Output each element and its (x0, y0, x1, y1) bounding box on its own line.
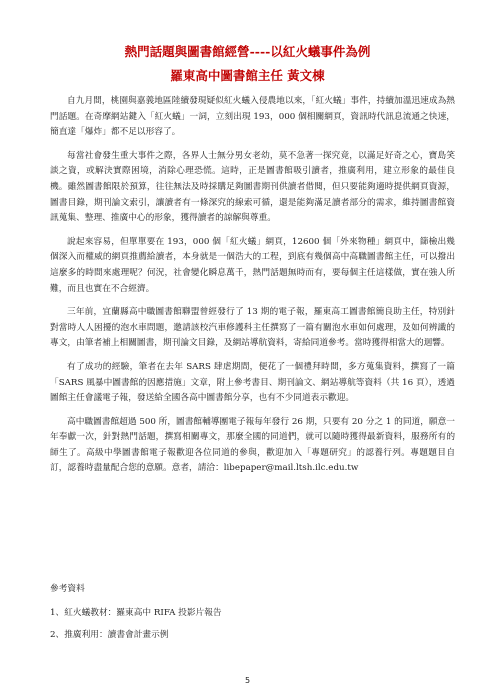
references-section (50, 582, 455, 650)
article-body (50, 94, 455, 485)
paragraph: 說起來容易，但單單要在 193，000 個「紅火蟻」網頁，12600 個「外來物種」網頁中，篩檢出幾個深入而權威的網頁推薦給讀者，本身就是一個浩大的工程，到底有幾個高中高職圖書館主任，可以撥出這麼多的時間來處理呢？何況，社會變化瞬息萬千，熱門話題無時而有，要每個主任這樣做，實在強人所難，而且也實在不合經濟。 (50, 236, 455, 294)
page-number: 5 (244, 676, 251, 685)
document-title: 熱門話題與圖書館經營----以紅火蟻事件為例 (124, 44, 371, 59)
paragraph: 自九月間，桃園與嘉義地區陸續發現疑似紅火蟻入侵農地以來，「紅火蟻」事件，持續加溫迅速成為熱門話題。在奇摩網站鍵入「紅火蟻」一詞，立刻出現 193，000 個相關網頁，資訊時代訊息流通之快速，簡直達「爆炸」都不足以形容了。 (50, 96, 455, 138)
paragraph: 每當社會發生重大事件之際，各界人士無分男女老幼，莫不急著一探究竟，以滿足好奇之心，寶島笑談之資，或解決實際困境，消除心理恐慌。這時，正是圖書館吸引讀者，推廣利用，建立形象的最佳良機。雖然圖書館限於預算，往往無法及時採購足夠圖書期刊供讀者借閱，但只要能夠適時提供網頁資源，圖書目錄，期刊論文索引，讓讀者有一條深究的線索可循，還是能夠滿足讀者部分的需求，維持圖書館資訊蒐集、整理、推廣中心的形象，獲得讀者的諒解與尊重。 (50, 150, 455, 224)
author-line: 羅東高中圖書館主任 黃文棟 (170, 68, 325, 83)
paragraph: 三年前，宜蘭縣高中職圖書館聯盟曾經發行了 13 期的電子報，羅東高工圖書館簡良助主任，特別針對當時人人困擾的泡水車問題，邀請該校汽車修護科主任撰寫了一篇有關泡水車如何處理，及如何辨識的專文，由筆者補上相關圖書，期刊論文目錄，及網站導航資料，寄給同道參考。當時獲得相當大的迴響。 (50, 307, 455, 349)
paragraph: 高中職圖書館超過 500 所，圖書館輔導團電子報每年發行 26 期，只要有 20 分之 1 的同道，願意一年奉獻一次，針對熱門話題，撰寫相關專文，那麼全國的同道們，就可以隨時獲得最新資料，服務所有的師生了。高級中學圖書館電子報歡迎各位同道的參與，歡迎加入「專題研究」的認養行列。專題題目自訂，認養時盡量配合您的意願。意者，請洽：libepaper@mail.ltsh.ilc.edu.tw (50, 416, 455, 474)
paragraph: 有了成功的經驗，筆者在去年 SARS 肆虐期間，便花了一個禮拜時間，多方蒐集資料，撰寫了一篇「SARS 風暴中圖書館的因應措施」文章，附上參考書目、期刊論文、網站導航等資料（共 16 頁），透過圖館主任會議電子報，發送給全國各高中圖書館分享，也有不少同道表示歡迎。 (50, 361, 455, 404)
reference-item: 2、推廣利用：讀書會計畫示例 (50, 630, 169, 640)
reference-item: 1、紅火蟻教材：羅東高中 RIFA 投影片報告 (50, 608, 222, 618)
references-heading: 參考資料 (50, 584, 85, 594)
